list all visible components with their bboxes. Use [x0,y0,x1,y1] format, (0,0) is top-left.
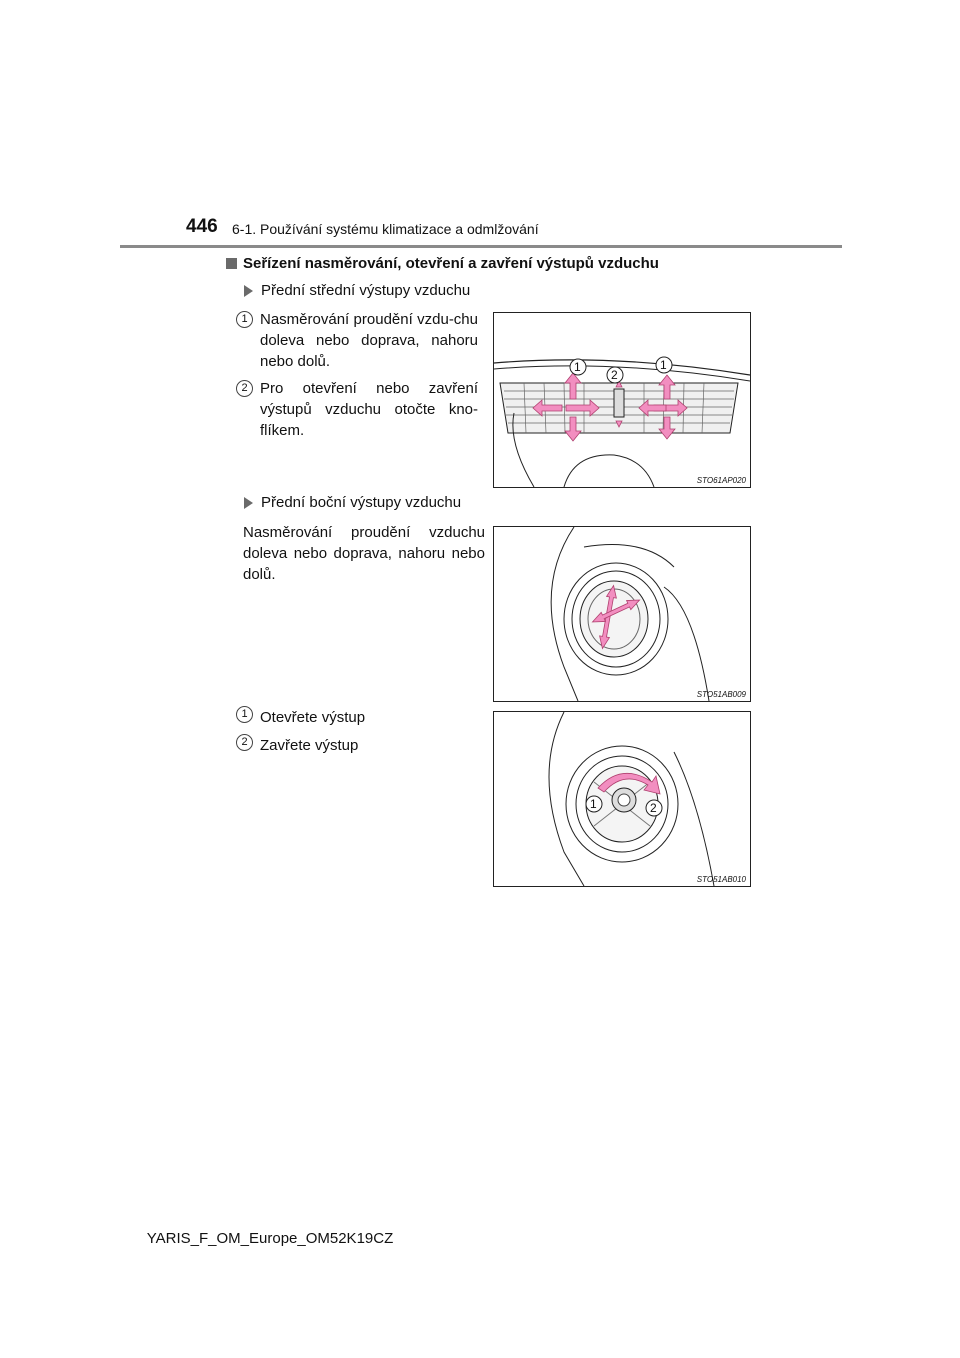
subheading-front-side [244,494,461,511]
section-heading [226,255,659,272]
item-marker: 1 [236,706,253,723]
item-text: Zavřete výstup [260,737,359,754]
figure-front-center-vents [493,312,751,488]
subheading-front-center [244,282,470,299]
item-text: Pro otevření nebo zavření výstupů vzduchu otočte kno-flíkem. [260,380,478,439]
item-marker: 1 [236,311,253,328]
figure-code: STO51AB009 [696,690,746,699]
item-text: Otevřete výstup [260,709,366,726]
figure-code: STO51AB010 [696,875,746,884]
triangle-bullet-icon [244,497,253,509]
triangle-bullet-icon [244,285,253,297]
item-text: Nasměrování proudění vzdu-chu doleva nebo doprava, nahoru nebo dolů. [260,311,478,370]
side-vent-text: Nasměrování proudění vzduchu doleva nebo doprava, nahoru nebo dolů. [243,524,485,583]
chapter-title: 6-1. Používání systému klimatizace a odmlžování [232,221,539,237]
figure-open-close-vent [493,711,751,887]
figure-code: STO61AP020 [696,476,746,485]
item-marker: 2 [236,380,253,397]
callout-label: 1 [660,358,667,372]
subheading-label: Přední střední výstupy vzduchu [261,282,471,299]
square-bullet-icon [226,258,237,269]
section-title: Seřízení nasměrování, otevření a zavření výstupů vzduchu [243,255,659,272]
center-vent-illustration [494,313,750,487]
subheading-label: Přední boční výstupy vzduchu [261,494,462,511]
knob-illustration [494,712,750,886]
callout-label: 2 [650,801,657,815]
callout-label: 1 [590,797,597,811]
callout-label: 1 [574,360,581,374]
callout-label: 2 [611,368,618,382]
side-vent-illustration [494,527,750,701]
item-marker: 2 [236,734,253,751]
page-number: 446 [186,216,218,237]
figure-front-side-vent [493,526,751,702]
footer-text: YARIS_F_OM_Europe_OM52K19CZ [146,1230,394,1247]
header-rule [120,245,842,248]
